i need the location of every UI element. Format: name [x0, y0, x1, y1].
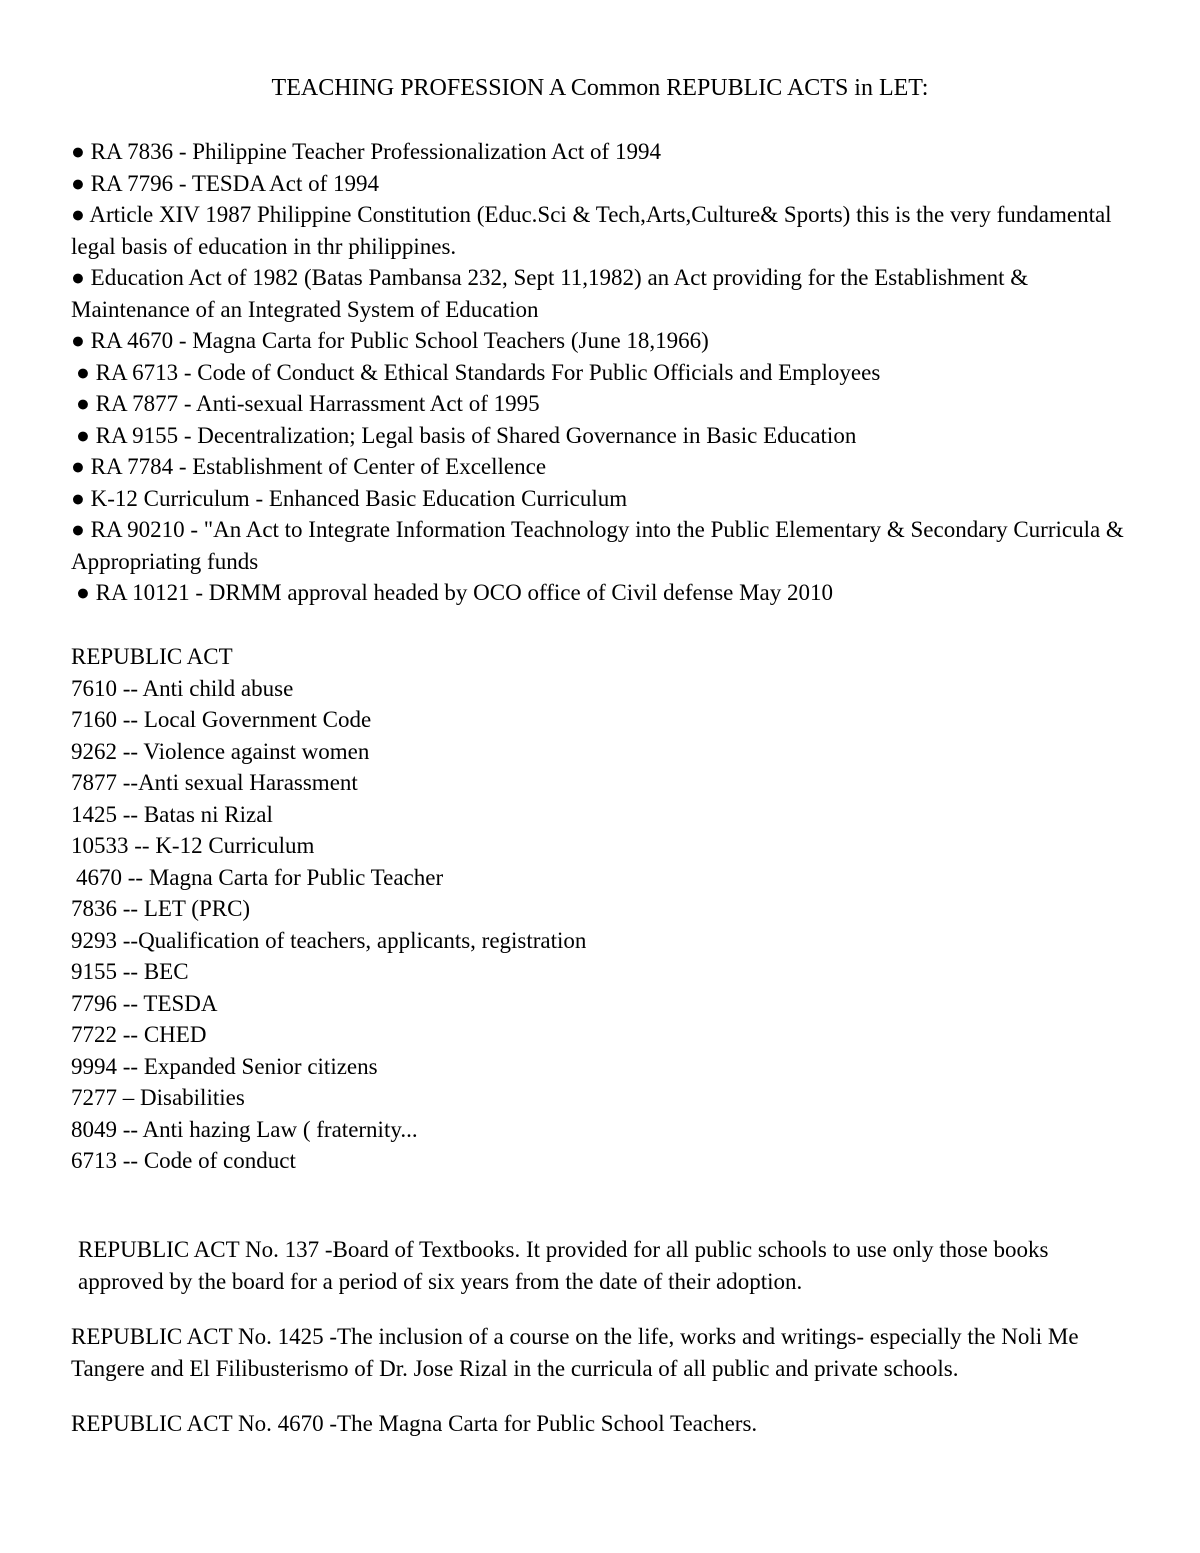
- list-item: ● Education Act of 1982 (Batas Pambansa 232, Sept 11,1982) an Act providing for the Establishment & Maintenance of an Integrated System of Education: [71, 265, 1029, 322]
- list-item: 7796 -- TESDA: [71, 990, 218, 1016]
- list-item: 6713 -- Code of conduct: [71, 1148, 296, 1173]
- list-item: 7277 – Disabilities: [71, 1085, 245, 1110]
- list-item: 9155 -- BEC: [71, 959, 189, 984]
- list-item: ● RA 4670 - Magna Carta for Public School Teachers (June 18,1966): [71, 328, 709, 353]
- section-heading: REPUBLIC ACT: [71, 644, 233, 669]
- list-item: 9262 -- Violence against women: [71, 738, 370, 764]
- list-item: ● RA 7877 - Anti-sexual Harrassment Act of 1995: [76, 391, 540, 416]
- list-item: 1425 -- Batas ni Rizal: [71, 801, 273, 827]
- list-item: ● RA 9155 - Decentralization; Legal basis of Shared Governance in Basic Education: [76, 422, 857, 448]
- paragraph: REPUBLIC ACT No. 4670 -The Magna Carta for Public School Teachers.: [71, 1411, 758, 1436]
- list-item: 7722 -- CHED: [71, 1022, 207, 1047]
- list-item: ● Article XIV 1987 Philippine Constitution (Educ.Sci & Tech,Arts,Culture& Sports) this is the very fundamental legal basis of education in thr philippines.: [71, 202, 1112, 259]
- document-title: TEACHING PROFESSION A Common REPUBLIC ACTS in LET:: [271, 75, 929, 101]
- republic-act-list: [71, 641, 1131, 1177]
- paragraph: REPUBLIC ACT No. 1425 -The inclusion of a course on the life, works and writings- especially the Noli Me Tangere and El Filibusterismo of Dr. Jose Rizal in the curricula of all public and private schools.: [71, 1324, 1079, 1381]
- list-item: 7877 --Anti sexual Harassment: [71, 770, 358, 795]
- list-item: 4670 -- Magna Carta for Public Teacher: [76, 864, 444, 890]
- bullet-list: [71, 136, 1131, 609]
- list-item: 8049 -- Anti hazing Law ( fraternity...: [71, 1116, 418, 1142]
- list-item: 7160 -- Local Government Code: [71, 707, 372, 732]
- list-item: ● RA 7836 - Philippine Teacher Professionalization Act of 1994: [71, 139, 661, 164]
- list-item: 10533 -- K-12 Curriculum: [71, 833, 315, 858]
- list-item: 7836 -- LET (PRC): [71, 896, 251, 921]
- list-item: ● RA 7784 - Establishment of Center of Excellence: [71, 454, 547, 479]
- list-item: ● RA 6713 - Code of Conduct & Ethical Standards For Public Officials and Employees: [76, 359, 881, 385]
- paragraph: REPUBLIC ACT No. 137 -Board of Textbooks. It provided for all public schools to use only those books approved by the board for a period of six years from the date of their adoption.: [78, 1237, 1049, 1294]
- list-item: ● RA 7796 - TESDA Act of 1994: [71, 170, 380, 196]
- list-item: ● K-12 Curriculum - Enhanced Basic Education Curriculum: [71, 485, 628, 511]
- list-item: ● RA 90210 - "An Act to Integrate Information Teachnology into the Public Elementary & Secondary Curricula & Appropriating funds: [71, 517, 1124, 574]
- list-item: 7610 -- Anti child abuse: [71, 675, 294, 701]
- list-item: 9293 --Qualification of teachers, applicants, registration: [71, 927, 587, 953]
- list-item: ● RA 10121 - DRMM approval headed by OCO office of Civil defense May 2010: [76, 580, 834, 605]
- list-item: 9994 -- Expanded Senior citizens: [71, 1053, 378, 1079]
- republic-act-paragraphs: [71, 1234, 1131, 1464]
